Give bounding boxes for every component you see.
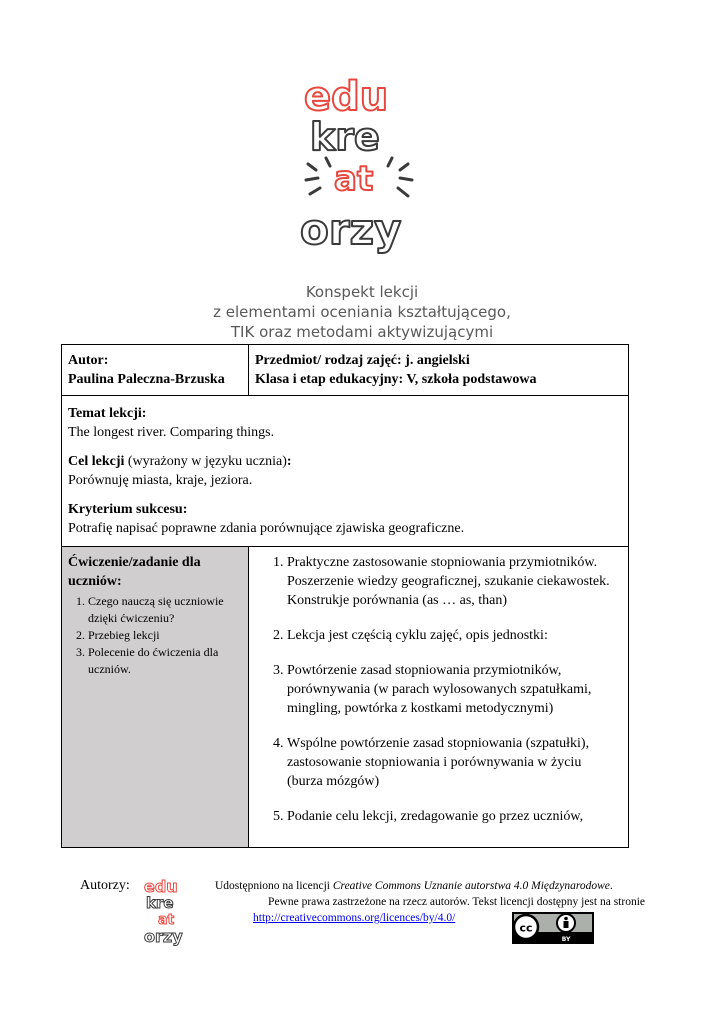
goal-colon: : [286,454,292,469]
topic-cell [62,396,629,547]
small-logo-line-edu: edu [144,877,178,896]
license-link[interactable]: http://creativecommons.org/licences/by/4.0/ [253,912,456,924]
footer-authors-label: Autorzy: [80,878,130,893]
small-logo-line-orzy: orzy [144,927,183,946]
list-item: 3. Polecenie do ćwiczenia dla uczniów. [88,644,242,678]
subject-text: Przedmiot/ rodzaj zajęć: j. angielski [255,353,470,368]
lesson-steps-list [259,553,618,826]
list-item: 2. Przebieg lekcji [88,627,242,644]
list-item: 2. Lekcja jest częścią cyklu zajęć, opis jednostki: [287,626,618,645]
small-logo-line-at: at [158,912,175,928]
list-item: 5. Podanie celu lekcji, zredagowanie go przez uczniów, [287,807,618,826]
header-row [62,345,629,396]
list-item: 4. Wspólne powtórzenie zasad stopniowania (szpatułki), zastosowanie stopniowania i porównywania w życiu (burza mózgów) [287,734,618,791]
license-name: Creative Commons Uznanie autorstwa 4.0 Międzynarodowe [332,880,610,892]
topic-label: Temat lekcji: [68,406,147,421]
lesson-plan-table [61,344,629,848]
exercise-right-cell [249,547,629,848]
license-prefix: Udostępniono na licencji [215,880,333,892]
rights-line: Pewne prawa zastrzeżone na rzecz autorów. Tekst licencji dostępny jest na stronie [268,896,645,908]
author-name: Paulina Paleczna-Brzuska [68,372,225,387]
goal-note: (wyrażony w języku ucznia) [124,454,287,469]
criterion-text: Potrafię napisać poprawne zdania porównujące zjawiska geograficzne. [68,521,465,536]
document-title [0,282,724,342]
criterion-label: Kryterium sukcesu: [68,502,188,517]
author-cell [62,345,249,396]
author-label: Autor: [68,353,109,368]
license-line [215,878,645,894]
svg-text:cc: cc [519,921,533,935]
title-line-3: TIK oraz metodami aktywizującymi [230,323,494,341]
logo-line-kre: kre [310,115,380,159]
subject-cell [249,345,629,396]
list-item: 3. Powtórzenie zasad stopniowania przymiotników, porównywania (w parach wylosowanych szpatułkami, mingling, powtórka z kostkami metodycznymi) [287,661,618,718]
list-item [287,553,618,610]
step-text: Praktyczne zastosowanie stopniowania przymiotników. Poszerzenie wiedzy geograficznej, szukanie ciekawostek. [287,555,610,589]
logo-line-orzy: orzy [300,205,402,254]
exercise-row [62,547,629,848]
edukreatorzy-logo [296,72,430,257]
step-extra-text: Konstrukje porównania (as … as, than) [287,593,508,608]
topic-row [62,396,629,547]
topic-text: The longest river. Comparing things. [68,425,275,440]
edukreatorzy-logo-small [142,876,206,946]
logo-line-at: at [334,159,374,199]
badge-by-text: BY [561,936,571,943]
goal-text: Porównuję miasta, kraje, jeziora. [68,473,253,488]
goal-label: Cel lekcji [68,454,125,469]
title-line-2: z elementami oceniania kształtującego, [213,303,511,321]
logo-line-edu: edu [304,74,389,120]
exercise-questions-list [68,593,242,678]
title-line-1: Konspekt lekcji [305,283,419,301]
license-suffix: . [609,880,613,892]
cc-by-badge[interactable] [512,912,594,944]
small-logo-line-kre: kre [146,894,174,912]
exercise-label: Ćwiczenie/zadanie dla uczniów: [68,555,201,589]
class-text: Klasa i etap edukacyjny: V, szkoła podstawowa [255,372,537,387]
exercise-left-cell [62,547,249,848]
list-item: 1. Czego nauczą się uczniowie dzięki ćwiczeniu? [88,593,242,627]
